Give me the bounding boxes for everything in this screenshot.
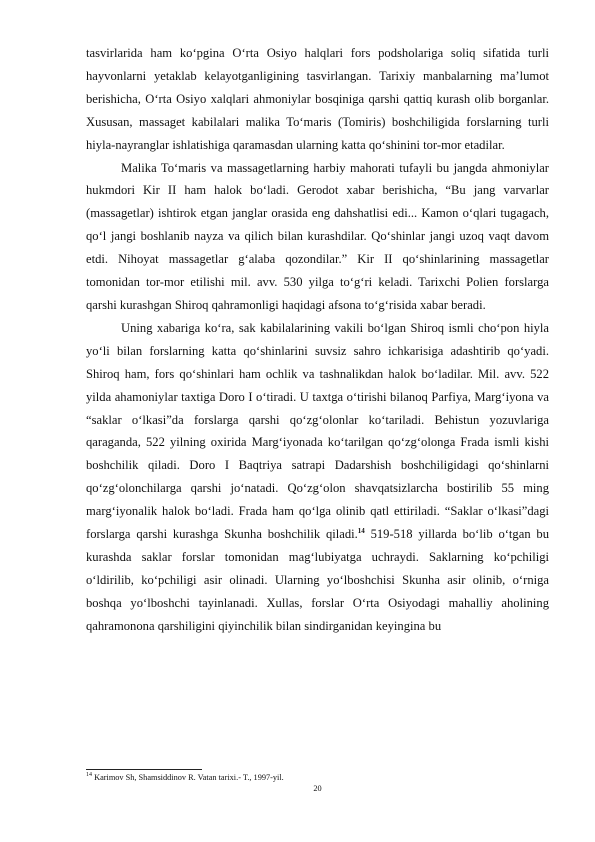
paragraph-1: tasvirlarida ham ko‘pgina O‘rta Osiyo halqlari fors podsholariga soliq sifatida turli hayvonlarni yetaklab kelayotganligining tasvirlangan. Tarixiy manbalarning ma’lumot berishicha, O‘rta Osiyo xalqlari ahmoniylar bosqiniga qarshi qattiq kurash olib borganlar. Xususan, massaget kabilalari malika To‘maris (Tomiris) boshchiligida forslarning turli hiyla-nayranglar ishlatishiga qaramasdan ularning katta qo‘shinini tor-mor etadilar. [86,46,549,152]
paragraph-3-text-before: Uning xabariga ko‘ra, sak kabilalarining vakili bo‘lgan Shiroq ismli cho‘pon hiyla yo‘li bilan forslarning katta qo‘shinlarini suvsiz sahro ichkarisiga adashtirib qo‘yadi. Shiroq ham, fors qo‘shinlari ham ochlik va tashnalikdan halok bo‘ladilar. Mil. avv. 522 yilda ahamoniylar taxtiga Doro I o‘tiradi. U taxtga o‘tirishi bilanoq Parfiya, Marg‘iyona va “saklar o‘lkasi”da forslarga qarshi qo‘zg‘olonlar ko‘tariladi. Behistun yozuvlariga qaraganda, 522 yilning oxirida Marg‘iyonada ko‘tarilgan qo‘zg‘olonga Frada ismli kishi boshchilik qiladi. Doro I Baqtriya satrapi Dadarshish boshchiligidagi qo‘shinlarni qo‘zg‘olonchilarga qarshi jo‘natadi. Qo‘zg‘olon shavqatsizlarcha bostirilib 55 ming marg‘iyonalik halok bo‘ladi. Frada ham qo‘lga olinib qatl ettiriladi. “Saklar o‘lkasi”dagi forslarga qarshi kurashga Skunha boshchilik qiladi. [86,320,549,542]
footnote-mark: 14 [86,772,92,779]
footnote-reference[interactable]: 14 [357,526,365,535]
footnote [86,772,549,783]
footnote-text: Karimov Sh, Shamsiddinov R. Vatan tarixi.- T., 1997-yil. [92,773,284,782]
paragraph-3 [86,317,549,638]
page-body [86,42,549,638]
page-number: 20 [313,784,322,793]
paragraph-2: Malika To‘maris va massagetlarning harbiy mahorati tufayli bu jangda ahmoniylar hukmdori Kir II ham halok bo‘ladi. Gerodot xabar berishicha, “Bu jang varvarlar (massagetlar) ishtirok etgan janglar orasida eng dahshatlisi edi... Kamon o‘qlari tugagach, qo‘l jangi boshlanib nayza va qilich bilan kurashdilar. Qo‘shinlar jangi uzoq vaqt davom etdi. Nihoyat massagetlar g‘alaba qozondilar.” Kir II qo‘shinlarining massagetlar tomonidan tor-mor etilishi mil. avv. 530 yilga to‘g‘ri keladi. Tarixchi Polien forslarga qarshi kurashgan Shiroq qahramonligi haqidagi afsona to‘g‘risida xabar beradi. [86,160,549,312]
paragraph-3-text-after: 519-518 yillarda bo‘lib o‘tgan bu kurashda saklar forslar tomonidan mag‘lubiyatga uchraydi. Saklarning ko‘pchiligi o‘ldirilib, ko‘pchiligi asir olinadi. Ularning yo‘lboshchisi Skunha asir olinib, o‘rniga boshqa yo‘lboshchi tayinlanadi. Xullas, forslar O‘rta Osiyodagi mahalliy aholining qahramonona qarshiligini qiyinchilik bilan sindirganidan keyingina bu [86,527,549,633]
footnote-separator [86,769,202,770]
